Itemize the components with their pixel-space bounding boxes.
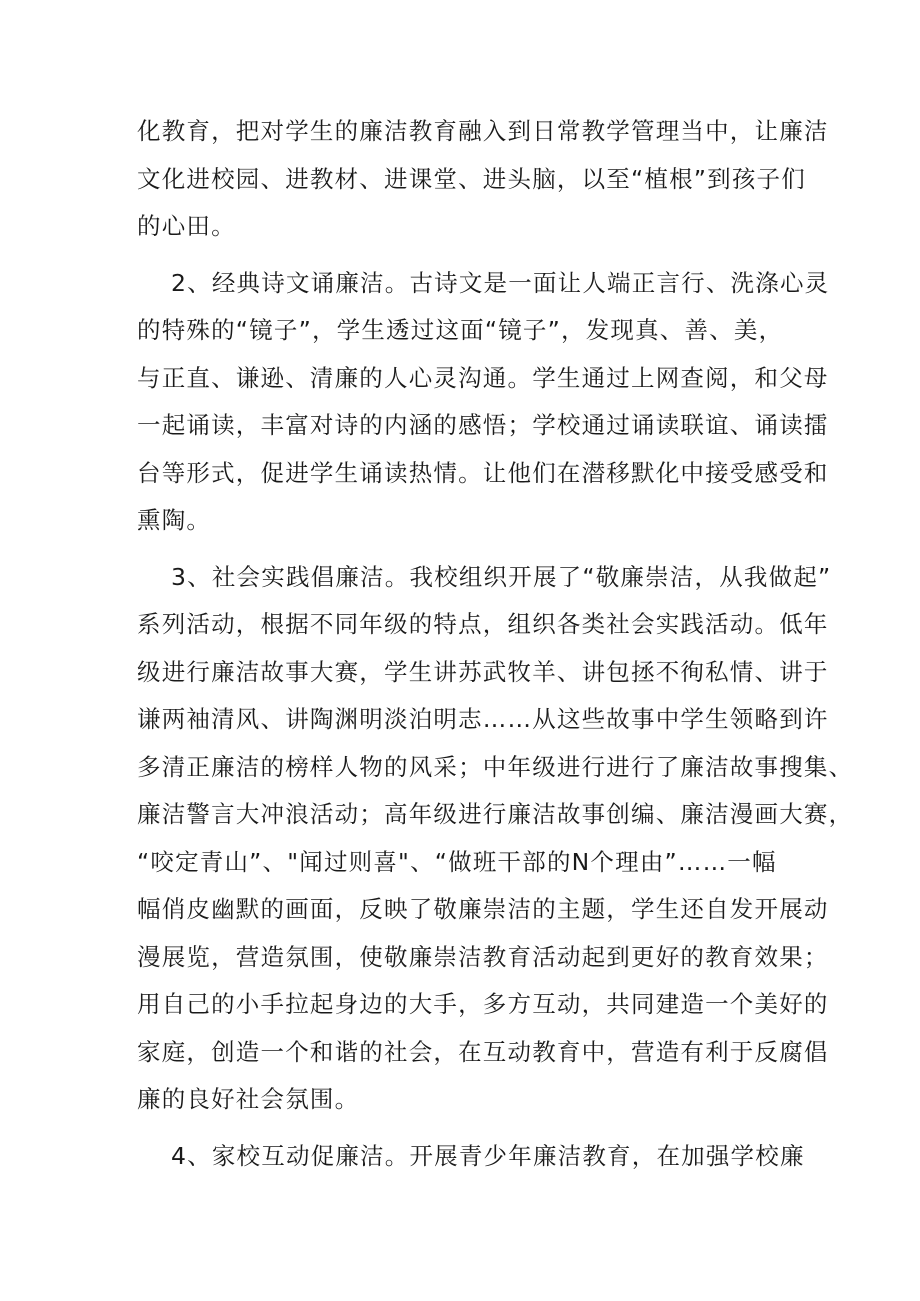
text-line: 与正直、谦逊、清廉的人心灵沟通。学生通过上网查阅，和父母: [137, 363, 829, 392]
text-line: 系列活动，根据不同年级的特点，组织各类社会实践活动。低年: [137, 610, 829, 638]
text-line: 文化进校园、进教材、进课堂、进头脑，以至“植根”到孩子们: [137, 164, 806, 193]
text-line: 廉的良好社会氛围。: [137, 1085, 360, 1113]
text-line: 级进行廉洁故事大赛，学生讲苏武牧羊、讲包拯不徇私情、讲于: [137, 657, 829, 686]
text-line: 的特殊的“镜子”，学生透过这面“镜子”，发现真、善、美，: [137, 316, 784, 344]
paragraph-3-heading-line: 3、社会实践倡廉洁。我校组织开展了“敬廉崇洁，从我做起”: [171, 562, 832, 591]
text-line: 化教育，把对学生的廉洁教育融入到日常教学管理当中，让廉洁: [137, 117, 829, 145]
text-line: 熏陶。: [137, 506, 212, 534]
text-line: 幅俏皮幽默的画面，反映了敬廉崇洁的主题，学生还自发开展动: [137, 895, 829, 923]
text-line: “咬定青山”、"闻过则喜"、“做班干部的N个理由”……一幅: [137, 847, 777, 876]
paragraph-2-heading-line: 2、经典诗文诵廉洁。古诗文是一面让人端正言行、洗涤心灵: [171, 268, 830, 297]
text-line: 台等形式，促进学生诵读热情。让他们在潜移默化中接受感受和: [137, 458, 829, 487]
text-line: 谦两袖清风、讲陶渊明淡泊明志……从这些故事中学生领略到许: [137, 705, 829, 733]
text-line: 用自己的小手拉起身边的大手，多方互动，共同建造一个美好的: [137, 990, 829, 1018]
text-line: 一起诵读，丰富对诗的内涵的感悟；学校通过诵读联谊、诵读擂: [137, 411, 829, 439]
paragraph-4-heading-line: 4、家校互动促廉洁。开展青少年廉洁教育，在加强学校廉: [171, 1141, 805, 1170]
text-line: 家庭，创造一个和谐的社会，在互动教育中，营造有利于反腐倡: [137, 1037, 829, 1066]
text-line: 漫展览，营造氛围，使敬廉崇洁教育活动起到更好的教育效果；: [137, 942, 829, 971]
text-line: 廉洁警言大冲浪活动；高年级进行廉洁故事创编、廉洁漫画大赛，: [137, 800, 854, 828]
text-line: 的心田。: [137, 212, 236, 240]
text-line: 多清正廉洁的榜样人物的风采；中年级进行进行了廉洁故事搜集、: [137, 752, 854, 781]
document-body: [137, 108, 854, 1180]
